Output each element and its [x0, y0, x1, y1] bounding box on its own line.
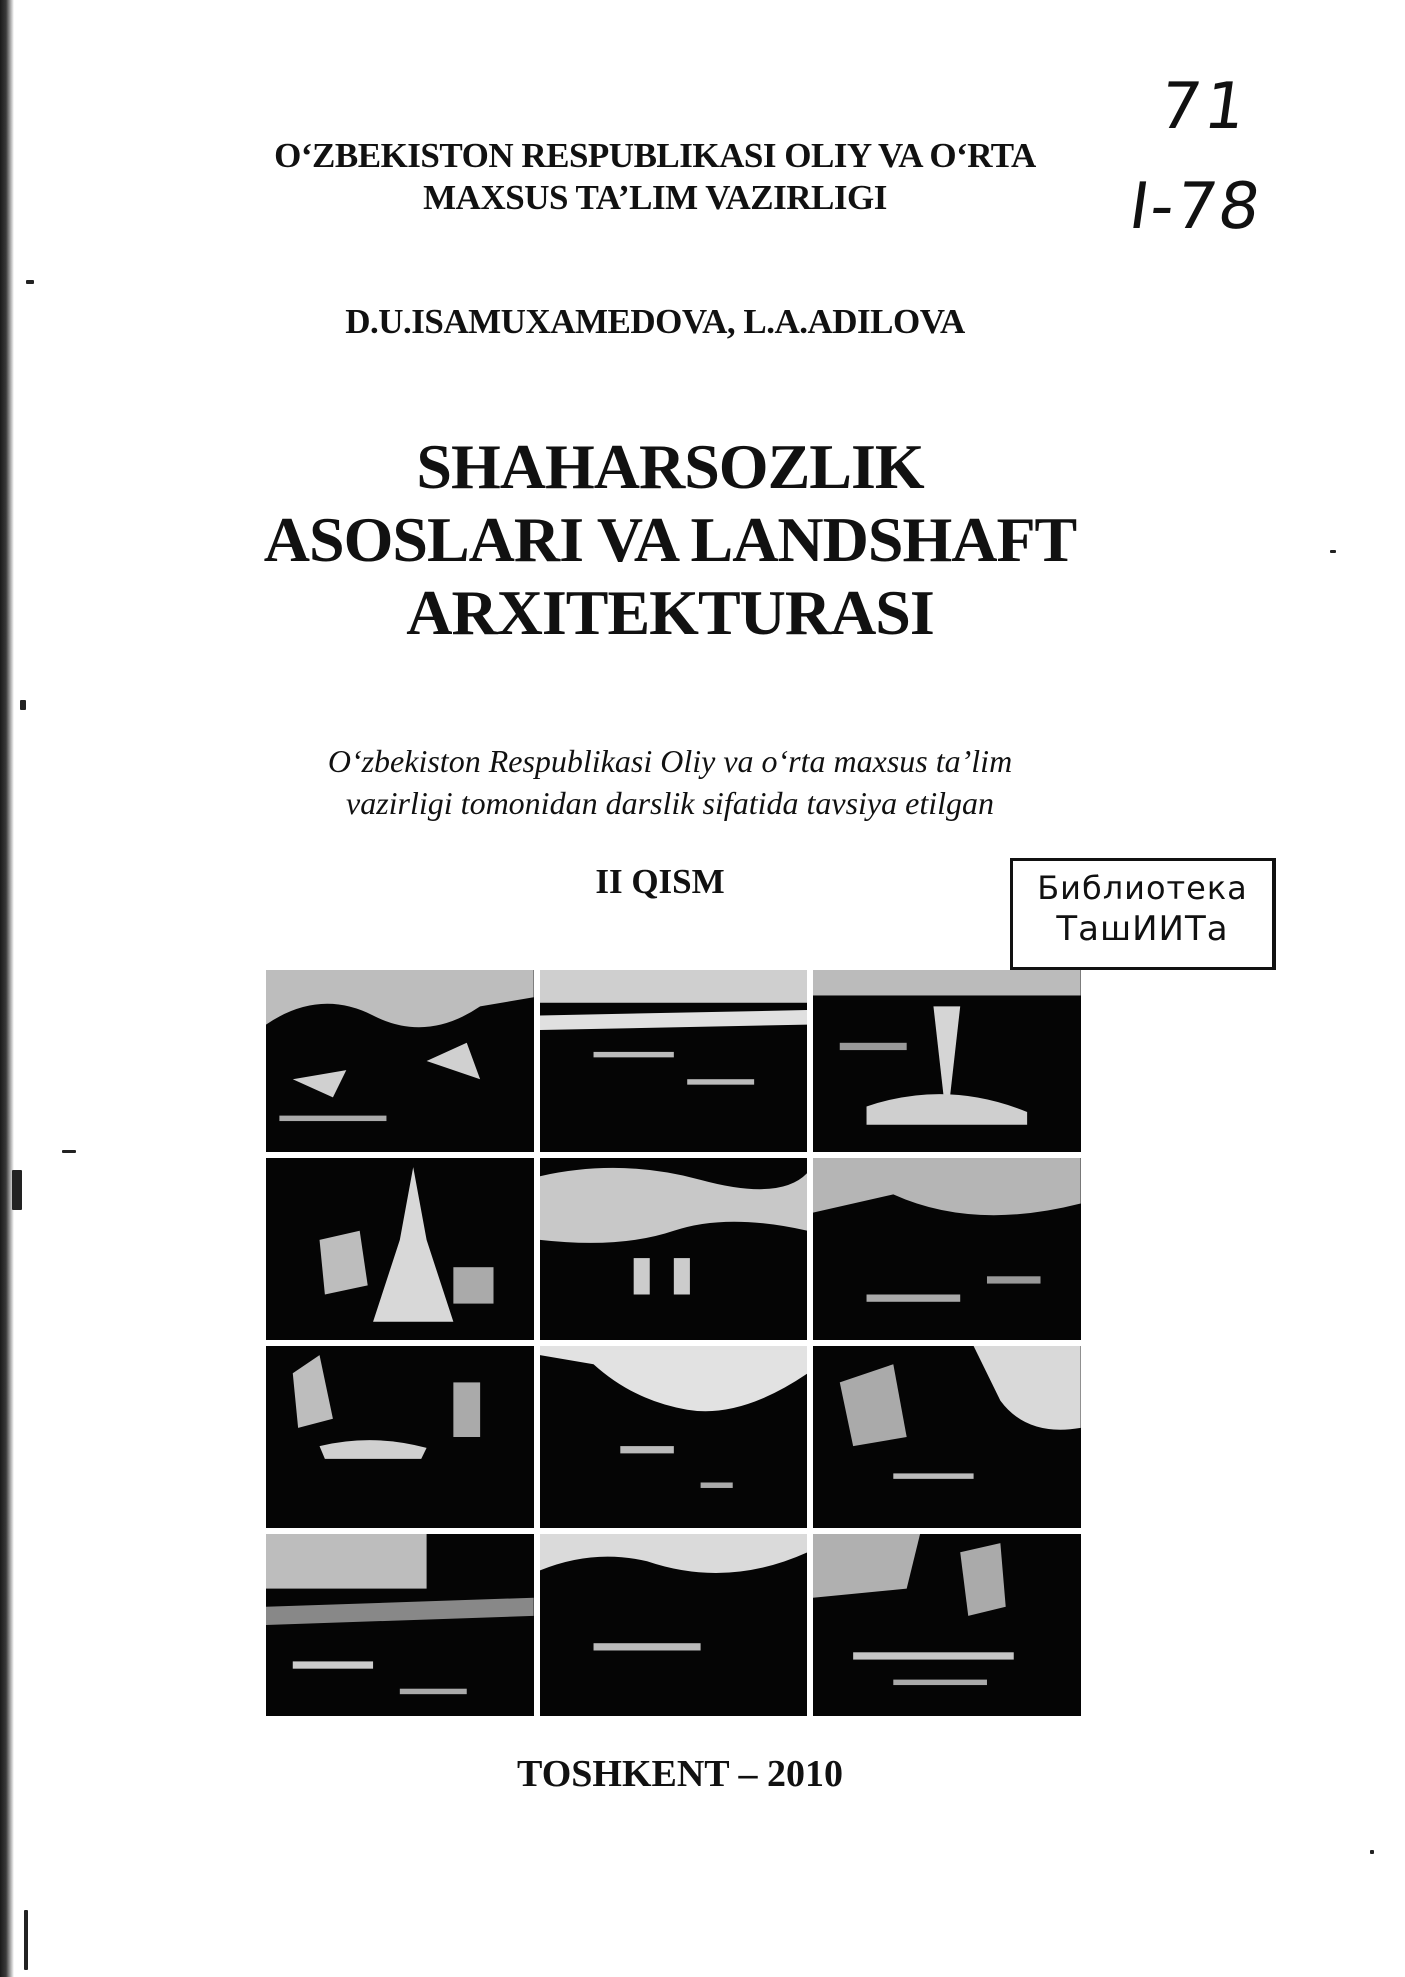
ministry-line-1: O‘ZBEKISTON RESPUBLIKASI OLIY VA O‘RTA: [274, 136, 1036, 175]
handwritten-code: I-78: [1124, 170, 1267, 244]
place-and-year: TOSHKENT – 2010: [517, 1753, 843, 1795]
landscape-photo: [813, 970, 1081, 1152]
landscape-photo: [540, 1346, 808, 1528]
book-title: [160, 430, 1180, 649]
landscape-photo: [540, 1158, 808, 1340]
landscape-photo: [813, 1158, 1081, 1340]
authors: D.U.ISAMUXAMEDOVA, L.A.ADILOVA: [345, 302, 965, 341]
scan-speck: [20, 700, 26, 710]
landscape-photo-grid: [266, 970, 1081, 1716]
recommendation-note: [180, 740, 1160, 824]
scan-speck: [62, 1150, 76, 1153]
recommendation-line-1: O‘zbekiston Respublikasi Oliy va o‘rta maxsus ta’lim: [327, 743, 1013, 779]
title-line-3: ARXITEKTURASI: [406, 577, 934, 648]
landscape-photo: [813, 1534, 1081, 1716]
title-line-1: SHAHARSOZLIK: [416, 431, 924, 502]
library-stamp: [1010, 858, 1276, 970]
landscape-photo: [266, 1158, 534, 1340]
landscape-photo: [540, 1534, 808, 1716]
ministry-heading: [190, 135, 1120, 219]
landscape-photo: [266, 970, 534, 1152]
landscape-photo: [813, 1346, 1081, 1528]
scan-speck: [24, 1910, 28, 1970]
handwritten-number: 71: [1154, 70, 1255, 144]
title-line-2: ASOSLARI VA LANDSHAFT: [263, 504, 1077, 575]
landscape-photo: [540, 970, 808, 1152]
scan-speck: [26, 280, 34, 284]
stamp-line-2: ТашИИТа: [1056, 909, 1229, 949]
scan-speck: [12, 1170, 22, 1210]
recommendation-line-2: vazirligi tomonidan darslik sifatida tavsiya etilgan: [346, 785, 994, 821]
part-label: II QISM: [595, 862, 725, 901]
stamp-line-1: Библиотека: [1037, 869, 1248, 907]
scan-speck: [1330, 550, 1336, 553]
landscape-photo: [266, 1346, 534, 1528]
scan-speck: [1370, 1850, 1374, 1854]
ministry-line-2: MAXSUS TA’LIM VAZIRLIGI: [423, 178, 887, 217]
landscape-photo: [266, 1534, 534, 1716]
scan-edge: [0, 0, 14, 1977]
